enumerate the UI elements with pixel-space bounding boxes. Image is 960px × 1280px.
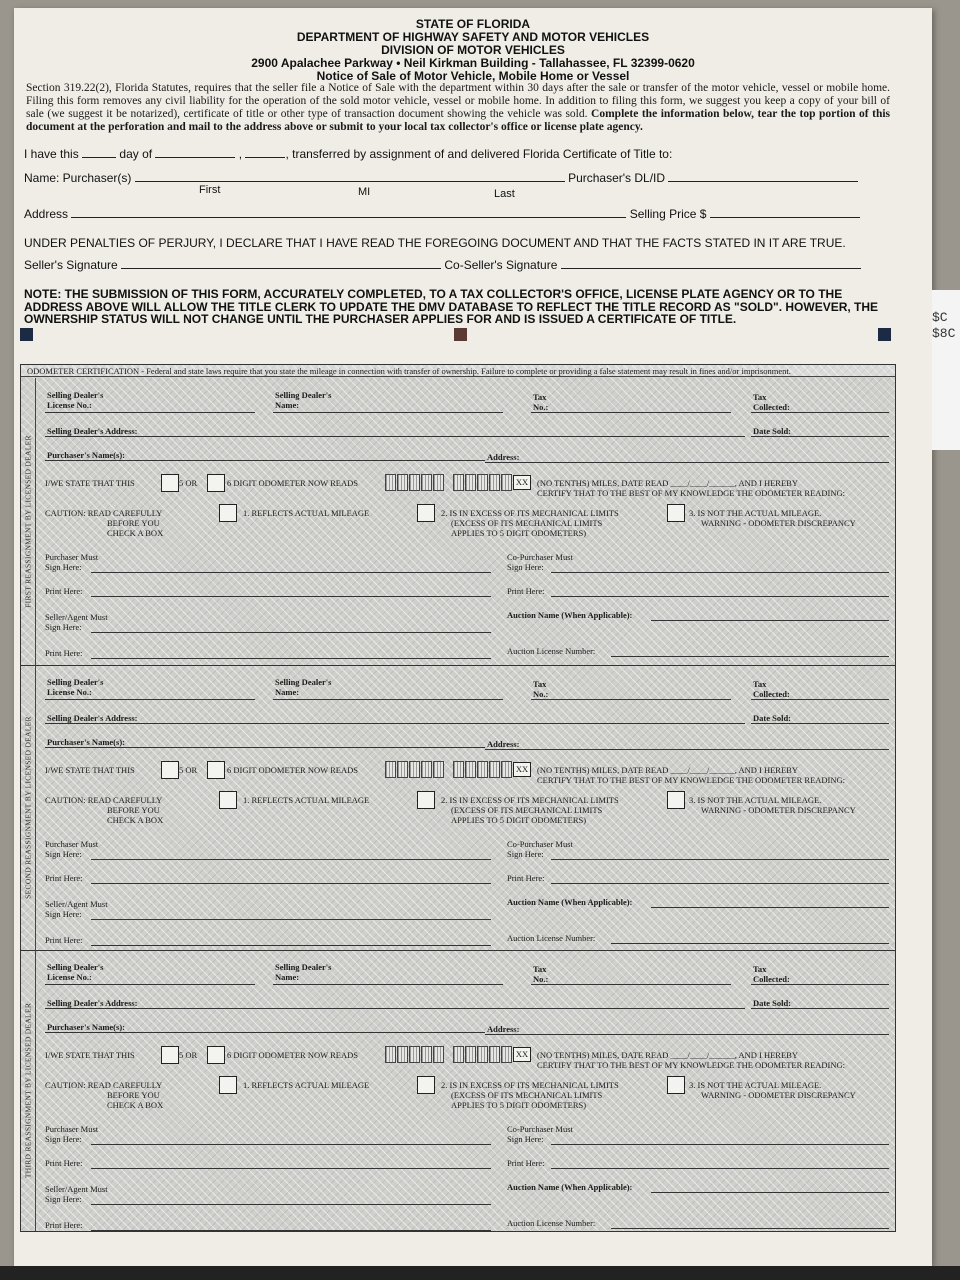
address-line <box>24 206 860 221</box>
perjury-statement: UNDER PENALTIES OF PERJURY, I DECLARE THAT I HAVE READ THE FOREGOING DOCUMENT AND THAT THE FACTS STATED IN IT ARE TRUE. <box>24 236 846 250</box>
address-field[interactable] <box>485 749 889 750</box>
section-label: FIRST REASSIGNMENT BY LICENSED DEALER <box>21 378 36 665</box>
seller-signature-field[interactable] <box>121 257 441 269</box>
purchaser-name-field[interactable] <box>135 170 565 182</box>
dealer-name-sub: Name: <box>275 400 300 410</box>
copurchaser-print-label: Print Here: <box>507 873 545 883</box>
section-label: SECOND REASSIGNMENT BY LICENSED DEALER <box>21 665 36 950</box>
five-or-label: 5 OR <box>179 478 198 488</box>
tax-collected-label: Tax <box>753 679 767 689</box>
address-field[interactable] <box>485 1034 889 1035</box>
selling-price-label: Selling Price $ <box>629 207 707 221</box>
tax-no-field[interactable] <box>531 699 731 700</box>
purchaser-signature-field[interactable] <box>91 572 491 573</box>
tax-no-label: No.: <box>533 689 549 699</box>
purchaser-print-field[interactable] <box>91 883 491 884</box>
intro-paragraph <box>26 82 890 134</box>
date-sold-field[interactable] <box>751 723 889 724</box>
odometer-digits-units[interactable] <box>453 474 513 491</box>
auction-name-label: Auction Name (When Applicable): <box>507 1182 633 1192</box>
we-state-label: I/WE STATE THAT THIS <box>45 478 135 488</box>
tax-label: Tax <box>533 679 547 689</box>
seller-print-field[interactable] <box>91 1230 491 1231</box>
excess-mileage-sub: (EXCESS OF ITS MECHANICAL LIMITS <box>451 1090 603 1100</box>
purchaser-dl-field[interactable] <box>668 170 858 182</box>
purchaser-print-field[interactable] <box>91 596 491 597</box>
odometer-digits-thousands[interactable] <box>385 1046 445 1063</box>
odometer-certification <box>20 364 896 1232</box>
address-label: Address <box>24 207 69 221</box>
purchaser-sign-here: Sign Here: <box>45 562 82 572</box>
purchaser-signature-field[interactable] <box>91 859 491 860</box>
tax-collected-field[interactable] <box>751 699 889 700</box>
tax-collected-label: Tax <box>753 392 767 402</box>
copurchaser-signature-field[interactable] <box>551 572 889 573</box>
license-no-label: License No.: <box>47 400 92 410</box>
seller-print-field[interactable] <box>91 658 491 659</box>
excess-mileage-label: 2. IS IN EXCESS OF ITS MECHANICAL LIMITS <box>441 795 619 805</box>
signature-line <box>24 257 861 272</box>
purchaser-signature-field[interactable] <box>91 1144 491 1145</box>
adjacent-document-edge <box>932 290 960 450</box>
dealer-license-label: Selling Dealer's <box>47 962 104 972</box>
dealer-name-label: Selling Dealer's <box>275 962 332 972</box>
purchaser-sign-here: Sign Here: <box>45 1134 82 1144</box>
not-actual-checkbox[interactable] <box>667 791 685 809</box>
six-digit-checkbox[interactable] <box>207 474 225 492</box>
excess-mileage-sub2: APPLIES TO 5 DIGIT ODOMETERS) <box>451 528 587 538</box>
dealer-name-sub: Name: <box>275 687 300 697</box>
excess-mileage-checkbox[interactable] <box>417 1076 435 1094</box>
excess-mileage-checkbox[interactable] <box>417 504 435 522</box>
caution-label-3: CHECK A BOX <box>107 528 164 538</box>
dealer-name-field[interactable] <box>273 984 503 985</box>
header-address: 2900 Apalachee Parkway • Neil Kirkman Building - Tallahassee, FL 32399-0620 <box>251 56 695 70</box>
tax-no-field[interactable] <box>531 412 731 413</box>
six-digit-label: 6 DIGIT ODOMETER NOW READS <box>227 765 358 775</box>
purchaser-print-label: Print Here: <box>45 586 83 596</box>
dealer-address-label: Selling Dealer's Address: <box>47 426 138 436</box>
seller-signature-label: Seller's Signature <box>24 258 118 272</box>
seller-sign-here: Sign Here: <box>45 1194 82 1204</box>
five-or-label: 5 OR <box>179 1050 198 1060</box>
actual-mileage-checkbox[interactable] <box>219 1076 237 1094</box>
purchaser-sign-label: Purchaser Must <box>45 552 99 562</box>
auction-license-field[interactable] <box>611 656 889 657</box>
date-sold-field[interactable] <box>751 1008 889 1009</box>
seller-sign-here: Sign Here: <box>45 622 82 632</box>
reassignment-section <box>21 665 895 951</box>
dealer-license-field[interactable] <box>45 699 255 700</box>
no-tenths-label: (NO TENTHS) MILES, DATE READ ____/____/______, AND I HEREBY <box>537 1050 798 1060</box>
seller-signature-field[interactable] <box>91 1204 491 1205</box>
not-actual-checkbox[interactable] <box>667 504 685 522</box>
registration-mark <box>454 328 467 341</box>
header-division: DIVISION OF MOTOR VEHICLES <box>381 43 565 57</box>
purchaser-dl-label: Purchaser's DL/ID <box>568 171 666 185</box>
five-digit-checkbox[interactable] <box>161 1046 179 1064</box>
actual-mileage-label: 1. REFLECTS ACTUAL MILEAGE <box>243 508 370 518</box>
purchaser-sign-here: Sign Here: <box>45 849 82 859</box>
copurchaser-sign-label: Co-Purchaser Must <box>507 1124 573 1134</box>
copurchaser-sign-here: Sign Here: <box>507 562 544 572</box>
we-state-label: I/WE STATE THAT THIS <box>45 765 135 775</box>
dealer-address-field[interactable] <box>45 723 745 724</box>
no-tenths-label: (NO TENTHS) MILES, DATE READ ____/____/______, AND I HEREBY <box>537 765 798 775</box>
reassignment-section <box>21 950 895 1232</box>
auction-name-label: Auction Name (When Applicable): <box>507 610 633 620</box>
purchaser-names-label: Purchaser's Name(s): <box>47 737 125 747</box>
dealer-license-label: Selling Dealer's <box>47 677 104 687</box>
no-tenths-label: (NO TENTHS) MILES, DATE READ ____/____/______, AND I HEREBY <box>537 478 798 488</box>
excess-mileage-label: 2. IS IN EXCESS OF ITS MECHANICAL LIMITS <box>441 1080 619 1090</box>
dealer-name-field[interactable] <box>273 699 503 700</box>
address-field[interactable] <box>71 206 626 218</box>
header-state: STATE OF FLORIDA <box>415 17 531 31</box>
day-of-label: day of <box>119 147 153 161</box>
seller-agent-label: Seller/Agent Must <box>45 612 108 622</box>
dealer-address-label: Selling Dealer's Address: <box>47 998 138 1008</box>
auction-license-label: Auction License Number: <box>507 1218 596 1228</box>
tax-collected-field[interactable] <box>751 984 889 985</box>
excess-mileage-sub: (EXCESS OF ITS MECHANICAL LIMITS <box>451 518 603 528</box>
dealer-license-field[interactable] <box>45 984 255 985</box>
copurchaser-print-field[interactable] <box>551 883 889 884</box>
dealer-name-label: Selling Dealer's <box>275 677 332 687</box>
dealer-name-field[interactable] <box>273 412 503 413</box>
tax-label: Tax <box>533 964 547 974</box>
six-digit-checkbox[interactable] <box>207 761 225 779</box>
seller-print-label: Print Here: <box>45 1220 83 1230</box>
five-digit-checkbox[interactable] <box>161 474 179 492</box>
certify-label: CERTIFY THAT TO THE BEST OF MY KNOWLEDGE THE ODOMETER READING: <box>537 775 846 785</box>
auction-license-label: Auction License Number: <box>507 646 596 656</box>
copurchaser-sign-here: Sign Here: <box>507 1134 544 1144</box>
reassignment-section <box>21 378 895 666</box>
actual-mileage-checkbox[interactable] <box>219 504 237 522</box>
address-field[interactable] <box>485 462 889 463</box>
edge-text-b: $8C <box>932 326 956 341</box>
intro-bold: Complete the information below, tear the top portion of this document at the perforation and mail to the address above or submit to your local tax collector's office or license plate agency. <box>26 108 891 133</box>
auction-license-label: Auction License Number: <box>507 933 596 943</box>
copurchaser-print-label: Print Here: <box>507 1158 545 1168</box>
purchaser-names-label: Purchaser's Name(s): <box>47 450 125 460</box>
odometer-header: ODOMETER CERTIFICATION - Federal and state laws require that you state the mileage in connection with transfer of ownership. Failure to complete or providing a false statement may result in fines and/or imprisonment. <box>21 365 895 377</box>
copurchaser-signature-field[interactable] <box>551 1144 889 1145</box>
form-header <box>14 18 932 83</box>
note-text: NOTE: THE SUBMISSION OF THIS FORM, ACCURATELY COMPLETED, TO A TAX COLLECTOR'S OFFICE, LICENSE PLATE AGENCY OR TO THE ADDRESS ABOVE WILL ALLOW THE TITLE CLERK TO UPDATE THE DMV DATABASE TO REFLECT THE TITLE RECORD AS "SOLD". HOWEVER, THE OWNERSHIP STATUS WILL NOT CHANGE UNTIL THE PURCHASER APPLIES FOR AND IS ISSUED A CERTIFICATE OF TITLE. <box>24 287 879 326</box>
certify-label: CERTIFY THAT TO THE BEST OF MY KNOWLEDGE THE ODOMETER READING: <box>537 1060 846 1070</box>
dealer-address-label: Selling Dealer's Address: <box>47 713 138 723</box>
tax-no-label: No.: <box>533 974 549 984</box>
coseller-signature-field[interactable] <box>561 257 861 269</box>
date-sold-label: Date Sold: <box>753 713 792 723</box>
five-or-label: 5 OR <box>179 765 198 775</box>
six-digit-label: 6 DIGIT ODOMETER NOW READS <box>227 478 358 488</box>
discrepancy-warning: WARNING - ODOMETER DISCREPANCY <box>701 805 856 815</box>
address-label: Address: <box>487 1024 520 1034</box>
have-this-label: I have this <box>24 147 79 161</box>
mi-label: MI <box>358 186 371 198</box>
purchaser-sign-label: Purchaser Must <box>45 1124 99 1134</box>
license-no-label: License No.: <box>47 687 92 697</box>
day-field[interactable] <box>82 146 116 158</box>
date-sold-label: Date Sold: <box>753 426 792 436</box>
seller-print-field[interactable] <box>91 945 491 946</box>
desk-surface <box>0 1266 960 1280</box>
discrepancy-warning: WARNING - ODOMETER DISCREPANCY <box>701 518 856 528</box>
auction-license-field[interactable] <box>611 943 889 944</box>
section-label: THIRD REASSIGNMENT BY LICENSED DEALER <box>21 950 36 1231</box>
dealer-name-label: Selling Dealer's <box>275 390 332 400</box>
form-page <box>14 8 932 1266</box>
tenths-box: XX <box>513 475 531 490</box>
we-state-label: I/WE STATE THAT THIS <box>45 1050 135 1060</box>
date-sold-label: Date Sold: <box>753 998 792 1008</box>
not-actual-label: 3. IS NOT THE ACTUAL MILEAGE. <box>689 508 822 518</box>
actual-mileage-checkbox[interactable] <box>219 791 237 809</box>
seller-print-label: Print Here: <box>45 648 83 658</box>
copurchaser-print-field[interactable] <box>551 596 889 597</box>
address-label: Address: <box>487 739 520 749</box>
registration-mark <box>878 328 891 341</box>
date-sold-field[interactable] <box>751 436 889 437</box>
purchaser-print-label: Print Here: <box>45 1158 83 1168</box>
copurchaser-print-field[interactable] <box>551 1168 889 1169</box>
excess-mileage-sub: (EXCESS OF ITS MECHANICAL LIMITS <box>451 805 603 815</box>
intro-text: Section 319.22(2), Florida Statutes, requires that the seller file a Notice of Sale with the department within 30 days after the sale or transfer of the motor vehicle, vessel or mobile home. Filing this form removes any civil liability for the operation of the sold motor vehicle, vessel or mobile home. In addition to filing this form, we suggest you keep a copy of your bill of sale (we suggest it be notarized), certificate of title or other type of transaction document showing the vehicle was sold. <box>26 82 890 120</box>
tenths-box: XX <box>513 762 531 777</box>
caution-label-3: CHECK A BOX <box>107 815 164 825</box>
excess-mileage-sub2: APPLIES TO 5 DIGIT ODOMETERS) <box>451 815 587 825</box>
purchaser-print-field[interactable] <box>91 1168 491 1169</box>
six-digit-checkbox[interactable] <box>207 1046 225 1064</box>
odometer-digits-thousands[interactable] <box>385 761 445 778</box>
auction-name-label: Auction Name (When Applicable): <box>507 897 633 907</box>
dealer-license-label: Selling Dealer's <box>47 390 104 400</box>
purchaser-print-label: Print Here: <box>45 873 83 883</box>
excess-mileage-checkbox[interactable] <box>417 791 435 809</box>
copurchaser-sign-here: Sign Here: <box>507 849 544 859</box>
not-actual-checkbox[interactable] <box>667 1076 685 1094</box>
tax-no-label: No.: <box>533 402 549 412</box>
first-label: First <box>199 184 221 196</box>
six-digit-label: 6 DIGIT ODOMETER NOW READS <box>227 1050 358 1060</box>
caution-label: CAUTION: READ CAREFULLY <box>45 795 163 805</box>
not-actual-label: 3. IS NOT THE ACTUAL MILEAGE. <box>689 1080 822 1090</box>
registration-mark <box>20 328 33 341</box>
tax-collected-sub: Collected: <box>753 974 790 984</box>
caution-label-2: BEFORE YOU <box>107 805 160 815</box>
dealer-address-field[interactable] <box>45 1008 745 1009</box>
auction-name-field[interactable] <box>651 620 889 621</box>
date-line: I have this day of , , transferred by assignment of and delivered Florida Certificate of Title to: <box>24 147 673 161</box>
five-digit-checkbox[interactable] <box>161 761 179 779</box>
actual-mileage-label: 1. REFLECTS ACTUAL MILEAGE <box>243 1080 370 1090</box>
copurchaser-sign-label: Co-Purchaser Must <box>507 552 573 562</box>
auction-name-field[interactable] <box>651 1192 889 1193</box>
seller-agent-label: Seller/Agent Must <box>45 1184 108 1194</box>
copurchaser-signature-field[interactable] <box>551 859 889 860</box>
purchaser-line <box>24 170 858 185</box>
tax-collected-field[interactable] <box>751 412 889 413</box>
seller-sign-here: Sign Here: <box>45 909 82 919</box>
transferred-label: , transferred by assignment of and delivered Florida Certificate of Title to: <box>285 147 673 161</box>
seller-print-label: Print Here: <box>45 935 83 945</box>
purchaser-names-label: Purchaser's Name(s): <box>47 1022 125 1032</box>
tenths-box: XX <box>513 1047 531 1062</box>
odometer-digits-thousands[interactable] <box>385 474 445 491</box>
seller-signature-field[interactable] <box>91 919 491 920</box>
odometer-digits-units[interactable] <box>453 1046 513 1063</box>
purchaser-names-field[interactable] <box>45 1032 485 1033</box>
coseller-signature-label: Co-Seller's Signature <box>444 258 558 272</box>
tax-collected-label: Tax <box>753 964 767 974</box>
month-field[interactable] <box>155 146 235 158</box>
tax-label: Tax <box>533 392 547 402</box>
purchaser-sign-label: Purchaser Must <box>45 839 99 849</box>
caution-label: CAUTION: READ CAREFULLY <box>45 508 163 518</box>
tax-collected-sub: Collected: <box>753 689 790 699</box>
excess-mileage-sub2: APPLIES TO 5 DIGIT ODOMETERS) <box>451 1100 587 1110</box>
odometer-digits-units[interactable] <box>453 761 513 778</box>
caution-label: CAUTION: READ CAREFULLY <box>45 1080 163 1090</box>
actual-mileage-label: 1. REFLECTS ACTUAL MILEAGE <box>243 795 370 805</box>
form-title: Notice of Sale of Motor Vehicle, Mobile Home or Vessel <box>316 69 630 83</box>
dealer-license-field[interactable] <box>45 412 255 413</box>
purchaser-names-field[interactable] <box>45 460 485 461</box>
auction-name-field[interactable] <box>651 907 889 908</box>
caution-label-2: BEFORE YOU <box>107 1090 160 1100</box>
edge-text-a: $C <box>932 310 948 325</box>
header-dept: DEPARTMENT OF HIGHWAY SAFETY AND MOTOR VEHICLES <box>296 30 650 44</box>
selling-price-field[interactable] <box>710 206 860 218</box>
license-no-label: License No.: <box>47 972 92 982</box>
tax-no-field[interactable] <box>531 984 731 985</box>
excess-mileage-label: 2. IS IN EXCESS OF ITS MECHANICAL LIMITS <box>441 508 619 518</box>
address-label: Address: <box>487 452 520 462</box>
discrepancy-warning: WARNING - ODOMETER DISCREPANCY <box>701 1090 856 1100</box>
certify-label: CERTIFY THAT TO THE BEST OF MY KNOWLEDGE THE ODOMETER READING: <box>537 488 846 498</box>
seller-agent-label: Seller/Agent Must <box>45 899 108 909</box>
caution-label-2: BEFORE YOU <box>107 518 160 528</box>
name-purchaser-label: Name: Purchaser(s) <box>24 171 132 185</box>
auction-license-field[interactable] <box>611 1228 889 1229</box>
copurchaser-sign-label: Co-Purchaser Must <box>507 839 573 849</box>
not-actual-label: 3. IS NOT THE ACTUAL MILEAGE. <box>689 795 822 805</box>
dealer-name-sub: Name: <box>275 972 300 982</box>
year-field[interactable] <box>245 146 285 158</box>
last-label: Last <box>494 188 515 200</box>
seller-signature-field[interactable] <box>91 632 491 633</box>
purchaser-names-field[interactable] <box>45 747 485 748</box>
caution-label-3: CHECK A BOX <box>107 1100 164 1110</box>
tax-collected-sub: Collected: <box>753 402 790 412</box>
copurchaser-print-label: Print Here: <box>507 586 545 596</box>
dealer-address-field[interactable] <box>45 436 745 437</box>
